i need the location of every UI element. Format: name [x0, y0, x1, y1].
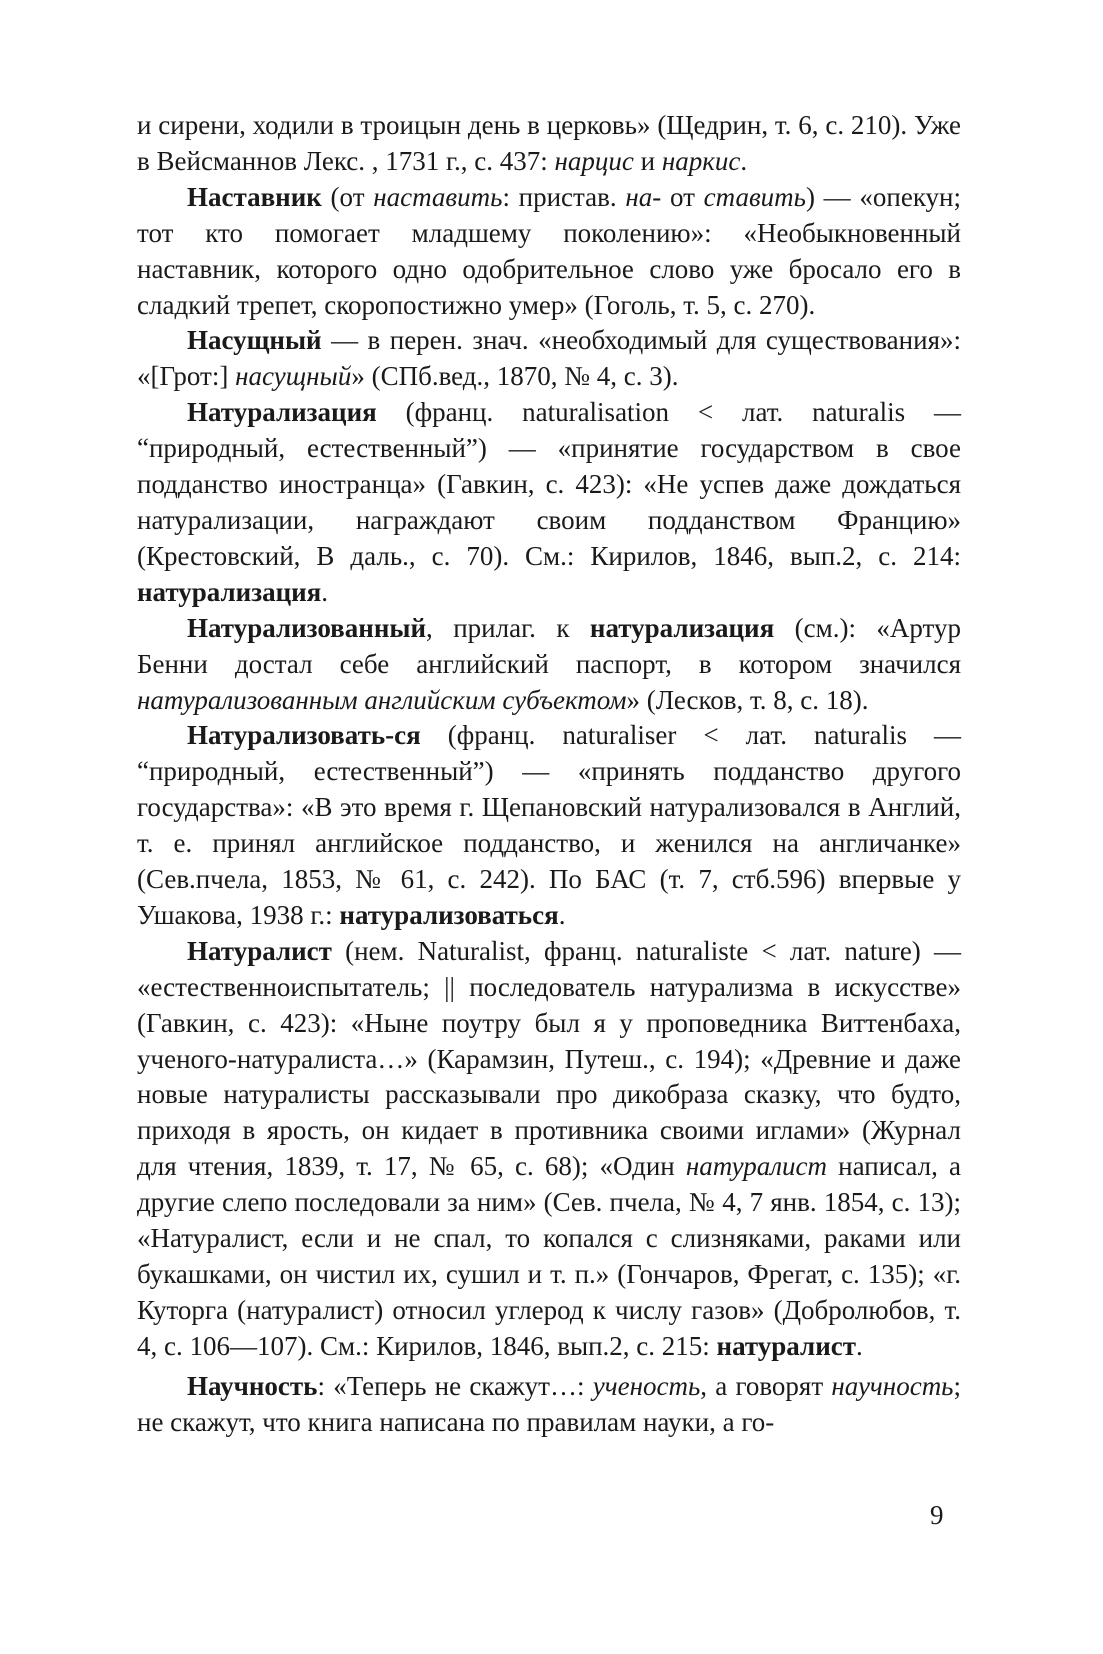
entry-naturalizovanny [137, 611, 961, 719]
italic-text: научность [831, 1370, 954, 1401]
italic-text: ставить [703, 181, 806, 212]
headword: натуралист [716, 1330, 857, 1361]
italic-text: наставить [373, 181, 503, 212]
body-text: , а говорят [700, 1370, 832, 1401]
body-text: , прилаг. к [426, 612, 590, 643]
italic-text: натуралист [685, 1151, 827, 1182]
headword: Натурализовать-ся [187, 720, 421, 751]
entry-naturalizovat [137, 718, 961, 933]
body-text: (от [321, 181, 374, 212]
headword: Натуралист [187, 935, 332, 966]
body-text: - от [652, 181, 704, 212]
page-number: 9 [930, 1500, 944, 1530]
italic-text: ученость [592, 1370, 701, 1401]
body-text: ) — «опекун; тот кто помогает младшему поколению»: «Необыкновенный наставник, которого одно одобрительное слово уже бросало его в сладкий трепет, скоропостижно умер» (Гоголь, т. 5, с. 270). [137, 181, 962, 320]
italic-text: на [625, 181, 653, 212]
headword: Научность [187, 1370, 318, 1401]
italic-text: нарцис [554, 145, 634, 176]
body-text: (франц. naturalisation < лат. naturalis — “природный, естественный”) — «принятие государством в свое подданство иностранца» (Гавкин, с. 423): «Не успев даже дождаться натурализации, награждают своим подданством Францию» (Крестовский, В даль., с. 70). См.: Кирилов, 1846, вып.2, с. 214: [137, 397, 961, 571]
headword: Наставник [187, 181, 322, 212]
body-text: : «Теперь не скажут…: [317, 1370, 593, 1401]
entry-naturalizatsiya [137, 395, 961, 610]
italic-text: насущный [235, 361, 352, 392]
headword: натурализация [589, 612, 775, 643]
body-text: ; не скажут, что книга написана по правилам науки, а го- [137, 1370, 961, 1437]
italic-text: наркис [661, 145, 741, 176]
entry-nauchnost [137, 1369, 961, 1441]
body-text: — в перен. знач. «необходимый для существования»: «[Грот:] [137, 325, 961, 392]
headword: натурализация [137, 576, 322, 607]
headword: натурализоваться [339, 899, 559, 930]
body-text: : пристав. [502, 181, 626, 212]
page-text [137, 108, 961, 1441]
body-text: . [558, 899, 566, 930]
body-text: (франц. naturaliser < лат. naturalis — “природный, естественный”) — «принять подданство другого государства»: «В это время г. Щепановский натурализовался в Англий, т. е. принял английское подданство, и женился на англичанке» (Сев.пчела, 1853, № 61, с. 242). По БАС (т. 7, стб.596) впервые у Ушакова, 1938 г.: [137, 720, 961, 930]
body-text: (нем. Naturalist, франц. naturaliste < лат. nature) — «естественноиспытатель; || последователь натурализма в искусстве» (Гавкин, с. 423): «Ныне поутру был я у проповедника Виттенбаха, ученого-натуралиста…» (Карамзин, Путеш., с. 194); «Древние и даже новые натуралисты рассказывали про дикобраза сказку, что будто, приходя в ярость, он кидает в противника своими иглами» (Журнал для чтения, 1839, т. 17, № 65, с. 68); «Один [137, 935, 961, 1182]
entry-nastavnik [137, 180, 961, 324]
headword: Натурализация [187, 397, 377, 428]
body-text: . [740, 145, 748, 176]
paragraph-continuation [137, 108, 961, 180]
entry-naturalist [137, 934, 961, 1365]
body-text: . [321, 576, 329, 607]
entry-nasushchny [137, 323, 961, 395]
body-text: и сирени, ходили в троицын день в церковь» (Щедрин, т. 6, с. 210). Уже в Вейсманнов Лекс. , 1731 г., с. 437: [137, 110, 961, 176]
body-text: . [856, 1330, 863, 1361]
body-text: и [633, 145, 662, 176]
headword: Насущный [187, 325, 322, 356]
body-text: написал, а другие слепо последовали за ним» (Сев. пчела, № 4, 7 янв. 1854, с. 13); «Натуралист, если и не спал, то копался с слизняками, раками или букашками, он чистил их, сушил и т. п.» (Гончаров, Фрегат, с. 135); «г. Куторга (натуралист) относил углерод к числу газов» (Добролюбов, т. 4, с. 106—107). См.: Кирилов, 1846, вып.2, с. 215: [137, 1151, 961, 1361]
body-text: » (Лесков, т. 8, с. 18). [626, 684, 869, 715]
headword: Натурализованный [187, 612, 427, 643]
body-text: (см.): «Артур Бенни достал себе английский паспорт, в котором значился [137, 612, 961, 679]
italic-text: натурализованным английским субъектом [137, 684, 627, 715]
body-text: » (СПб.вед., 1870, № 4, с. 3). [351, 361, 679, 392]
